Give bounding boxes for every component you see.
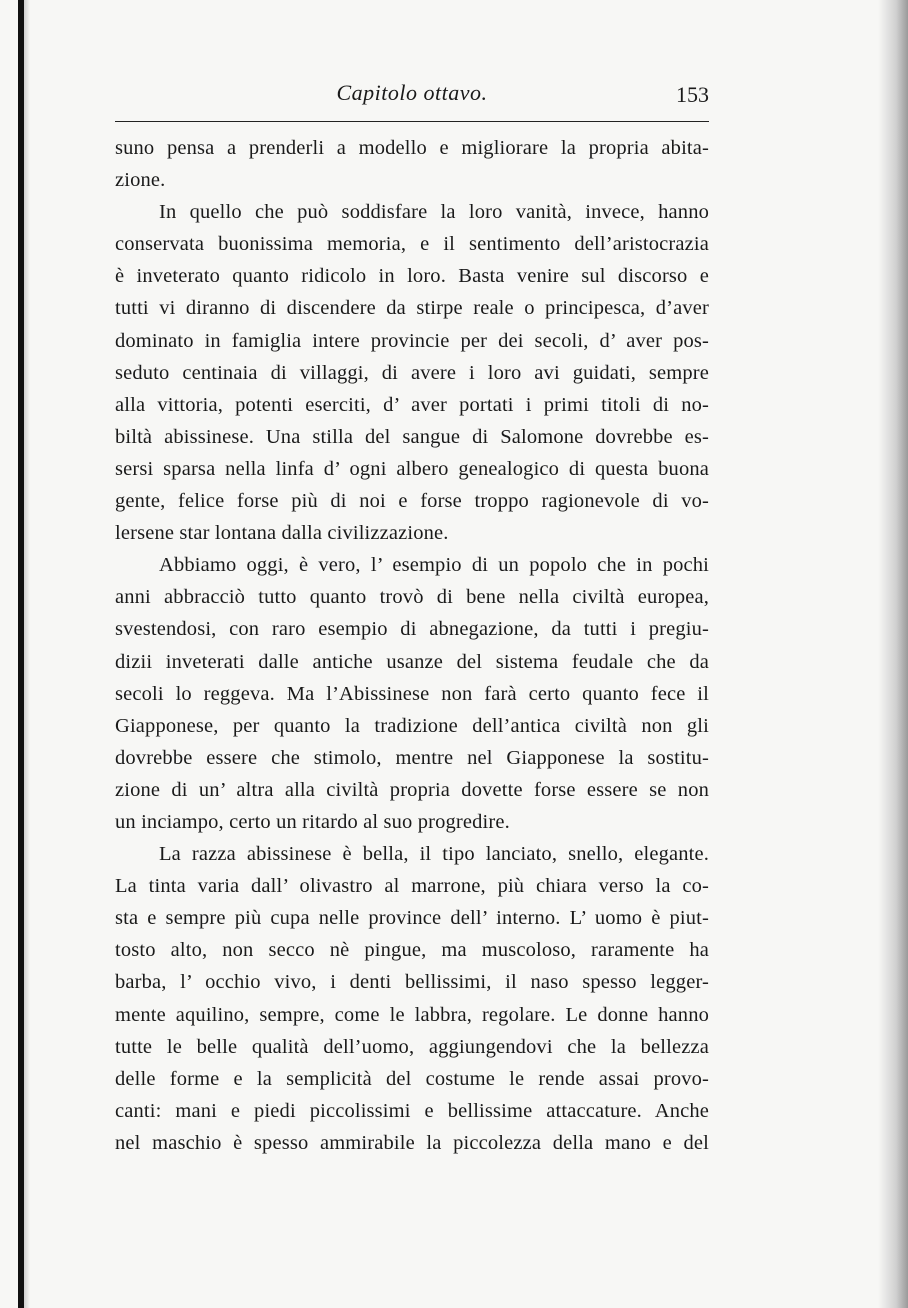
text-line: gente, felice forse più di noi e forse troppo ragionevole di vo- — [115, 490, 709, 513]
text-line: lersene star lontana dalla civilizzazione. — [115, 522, 449, 545]
header-rule — [115, 121, 709, 122]
text-line: alla vittoria, potenti eserciti, d’ aver portati i primi titoli di no- — [115, 393, 709, 416]
text-line: dominato in famiglia intere provincie per dei secoli, d’ aver pos- — [115, 329, 709, 352]
text-line: barba, l’ occhio vivo, i denti bellissimi, il naso spesso legger- — [115, 971, 709, 994]
text-line: tosto alto, non secco nè pingue, ma muscoloso, raramente ha — [115, 939, 709, 962]
text-line: anni abbracciò tutto quanto trovò di bene nella civiltà europea, — [115, 586, 709, 609]
body-text — [115, 132, 709, 1159]
text-line: Giapponese, per quanto la tradizione dell’antica civiltà non gli — [115, 714, 709, 737]
text-line: seduto centinaia di villaggi, di avere i loro avi guidati, sempre — [115, 361, 709, 384]
text-line: un inciampo, certo un ritardo al suo progredire. — [115, 810, 510, 833]
text-line: delle forme e la semplicità del costume le rende assai provo- — [115, 1067, 709, 1090]
text-line: suno pensa a prenderli a modello e migliorare la propria abita- — [115, 137, 709, 159]
text-line: La tinta varia dall’ olivastro al marrone, più chiara verso la co- — [115, 875, 709, 898]
page-number: 153 — [676, 82, 709, 107]
text-line: tutti vi diranno di discendere da stirpe reale o principesca, d’aver — [115, 297, 709, 320]
text-line: Abbiamo oggi, è vero, l’ esempio di un popolo che in pochi — [159, 554, 709, 577]
text-line: conservata buonissima memoria, e il sentimento dell’aristocrazia — [115, 233, 709, 256]
text-line: In quello che può soddisfare la loro vanità, invece, hanno — [159, 201, 709, 224]
text-line: dovrebbe essere che stimolo, mentre nel Giapponese la sostitu- — [115, 746, 709, 769]
text-line: dizii inveterati dalle antiche usanze del sistema feudale che da — [115, 650, 709, 673]
page-edge-shadow — [878, 0, 908, 1308]
text-line: svestendosi, con raro esempio di abnegazione, da tutti i pregiu- — [115, 618, 709, 641]
text-line: tutte le belle qualità dell’uomo, aggiungendovi che la bellezza — [115, 1035, 709, 1058]
text-line: mente aquilino, sempre, come le labbra, regolare. Le donne hanno — [115, 1003, 709, 1026]
text-line: La razza abissinese è bella, il tipo lanciato, snello, elegante. — [159, 843, 709, 866]
text-line: secoli lo reggeva. Ma l’Abissinese non farà certo quanto fece il — [115, 682, 709, 705]
text-line: zione. — [115, 169, 166, 192]
binding-shadow — [24, 0, 30, 1308]
text-line: sersi sparsa nella linfa d’ ogni albero genealogico di questa buona — [115, 457, 709, 480]
running-title: Capitolo ottavo. — [336, 80, 488, 105]
text-line: biltà abissinese. Una stilla del sangue di Salomone dovrebbe es- — [115, 425, 709, 448]
text-line: nel maschio è spesso ammirabile la piccolezza della mano e del — [115, 1131, 709, 1154]
page-header — [115, 80, 709, 116]
text-line: canti: mani e piedi piccolissimi e bellissime attaccature. Anche — [115, 1099, 709, 1122]
text-line: è inveterato quanto ridicolo in loro. Basta venire sul discorso e — [115, 265, 709, 288]
text-line: sta e sempre più cupa nelle province dell’ interno. L’ uomo è piut- — [115, 907, 709, 930]
text-line: zione di un’ altra alla civiltà propria dovette forse essere se non — [115, 778, 709, 801]
